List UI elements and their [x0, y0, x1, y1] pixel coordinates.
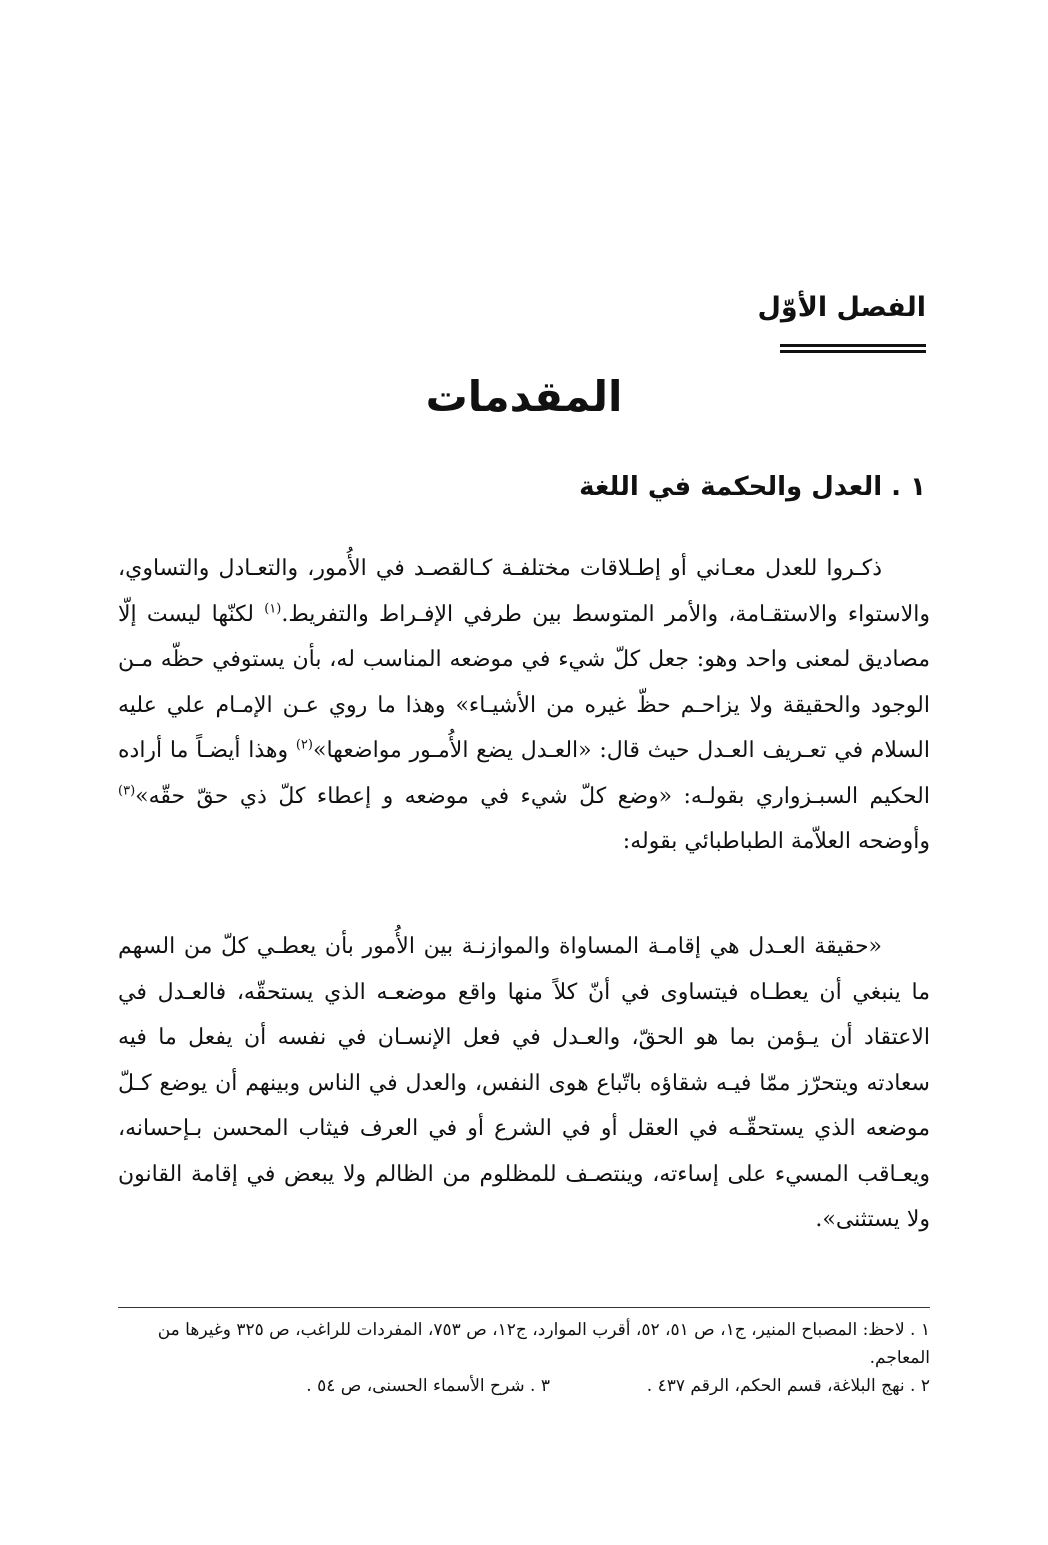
chapter-label: الفصل الأوّل [757, 292, 926, 323]
section-heading: ١ . العدل والحكمة في اللغة [579, 472, 926, 502]
rule-line [780, 350, 926, 353]
footnote-3: ٣ . شرح الأسماء الحسنى، ص ٥٤ . [306, 1376, 550, 1396]
paragraph-2-quote: «حقيقة العـدل هي إقامـة المساواة والموازنـة بين الأُمور بأن يعطـي كلّ من السهم ما ينبغي أن يعطـاه فيتساوى في أنّ كلاً منها واقع موضعـه الذي يستحقّه، فالعـدل في الاعتقاد أن يـؤمن بما هو الحقّ، والعـدل في فعل الإنسـان في نفسه أن يفعل ما فيه سعادته ويتحرّز ممّا فيـه شقاؤه باتّباع هوى النفس، والعدل في الناس وبينهم أن يوضع كـلّ موضعه الذي يستحقّـه في العقل أو في الشرع أو في العرف فيثاب المحسن بـإحسانه، ويعـاقب المسيء على إساءته، وينتصـف للمظلوم من الظالم ولا يبعض في إقامة القانون ولا يستثنى». [118, 934, 930, 1232]
footnotes [118, 1316, 930, 1400]
paragraph-text: وهذا أيضـاً ما أراده الحكيم السبـزواري بقولـه: «وضع كلّ شيء في موضعه و إعطاء كلّ ذي حقّ حقّه» [118, 738, 930, 809]
footnote-2: ٢ . نهج البلاغة، قسم الحكم، الرقم ٤٣٧ . [646, 1376, 930, 1396]
footnote-ref-1: (١) [264, 601, 282, 617]
footnote-row [118, 1372, 930, 1400]
footnote-ref-3: (٣) [118, 783, 136, 799]
footnote-divider [118, 1307, 930, 1308]
paragraph-1 [118, 546, 930, 865]
rule-line [780, 344, 926, 347]
page-title: المقدمات [425, 372, 623, 421]
footnote-1: ١ . لاحظ: المصباح المنير، ج١، ص ٥١، ٥٢، أقرب الموارد، ج١٢، ص ٧٥٣، المفردات للراغب، ص ٣٢٥ وغيرها من المعاجم. [157, 1320, 930, 1368]
footnote-ref-2: (٢) [295, 737, 313, 753]
paragraph-text: وأوضحه العلاّمة الطباطبائي بقوله: [622, 829, 930, 854]
paragraph-text: لكنّها ليست إلّا مصاديق لمعنى واحد وهو: جعل كلّ شيء في موضعه المناسب له، بأن يستوفي حظّه مـن الوجود والحقيقة ولا يزاحـم حظّ غيره من الأشيـاء» وهذا ما روي عـن الإمـام علي عليه السلام في تعـريف العـدل حيث قال: «العـدل يضع الأُمـور مواضعها» [118, 601, 930, 763]
paragraph-text: ذكـروا للعدل معـاني أو إطـلاقات مختلفـة كـالقصـد في الأُمور، والتعـادل والتساوي، والاستواء والاستقـامة، والأمر المتوسط بين طرفي الإفـراط والتفريط. [118, 556, 930, 627]
chapter-double-rule [780, 344, 926, 356]
